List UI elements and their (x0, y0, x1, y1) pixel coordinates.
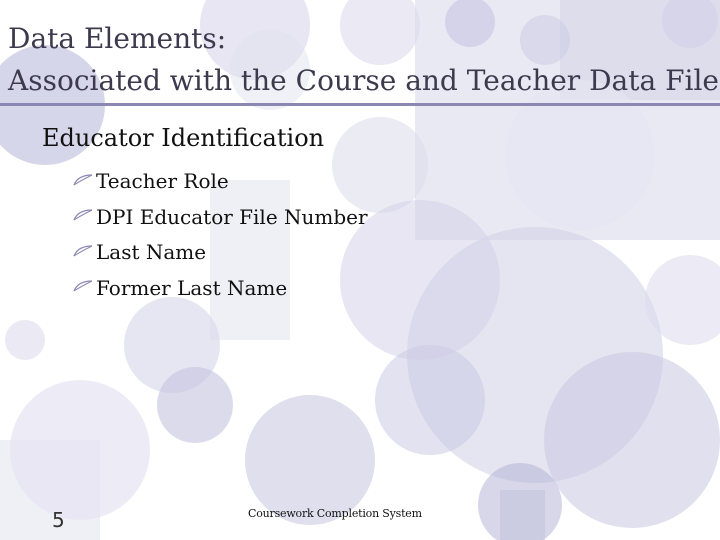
background-circle (10, 380, 150, 520)
list-item (72, 237, 368, 273)
slide-footer: Coursework Completion System (248, 507, 422, 520)
open-bullet-icon (72, 279, 94, 293)
background-circle (5, 320, 45, 360)
list-item (72, 166, 368, 202)
title-line-2: Associated with the Course and Teacher Data File (8, 64, 719, 97)
title-line-1: Data Elements: (8, 22, 227, 55)
bullet-text: Last Name (96, 240, 207, 264)
section-heading: Educator Identification (42, 124, 325, 152)
list-item (72, 273, 368, 309)
bullet-text: Former Last Name (96, 275, 288, 300)
list-item (72, 202, 368, 238)
background-circle (544, 352, 720, 528)
slide-number: 5 (52, 508, 65, 532)
bullet-text: Teacher Role (96, 169, 229, 193)
background-circle (157, 367, 233, 443)
background-circle (375, 345, 485, 455)
bullet-text: DPI Educator File Number (96, 204, 368, 229)
title-divider (0, 103, 720, 106)
open-bullet-icon (72, 208, 94, 222)
open-bullet-icon (72, 173, 94, 187)
bullet-list (72, 166, 368, 308)
background-circle (245, 395, 375, 525)
slide-title (8, 18, 719, 102)
open-bullet-icon (72, 244, 94, 258)
